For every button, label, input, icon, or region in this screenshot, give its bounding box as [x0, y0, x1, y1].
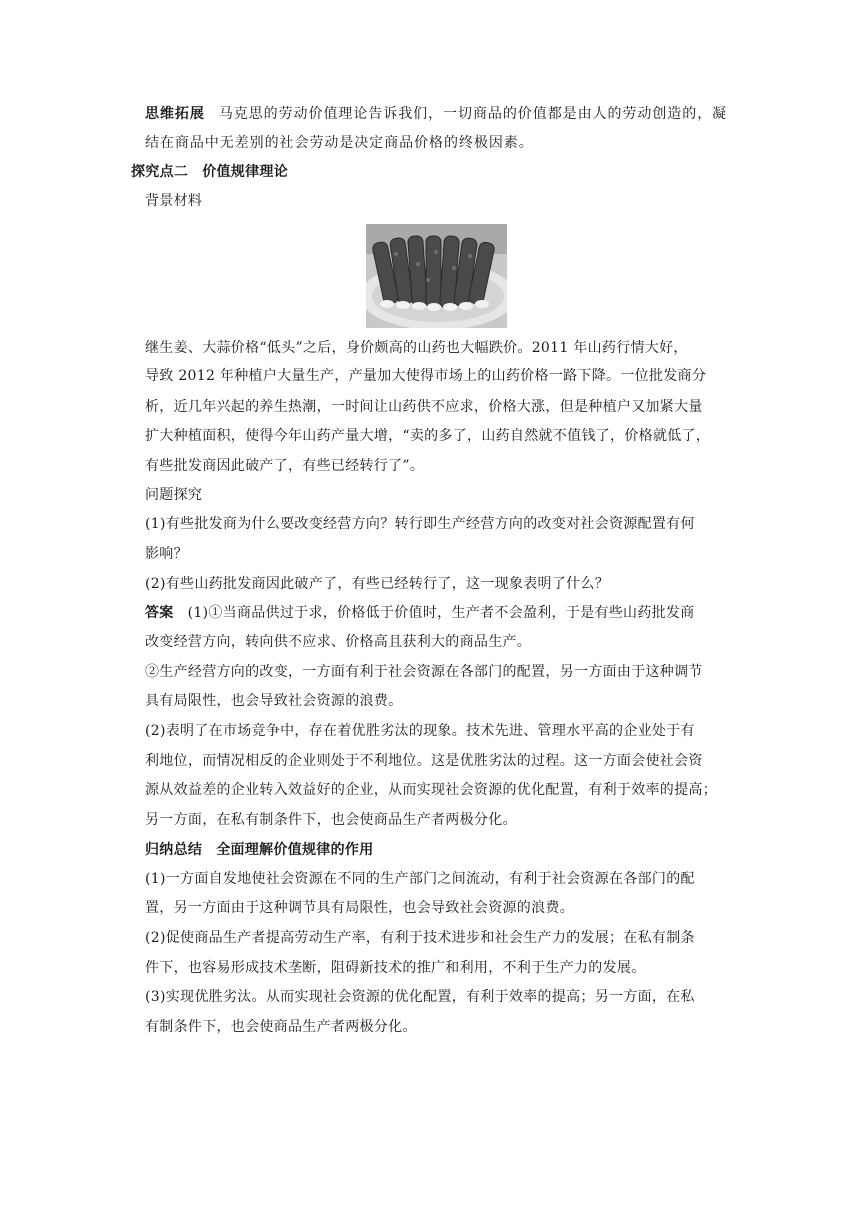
answer-line-1	[145, 603, 735, 623]
background-text-line-5: 有些批发商因此破产了，有些已经转行了”。	[145, 458, 425, 474]
question-label: 问题探究	[145, 487, 203, 503]
answer-label: 答案	[145, 605, 174, 621]
siwei-label: 思维拓展	[145, 106, 205, 122]
summary-line-1: (1)一方面自发地使社会资源在不同的生产部门之间流动，有利于社会资源在各部门的配	[145, 871, 695, 887]
answer-text-1: (1)①当商品供过于求，价格低于价值时，生产者不会盈利，于是有些山药批发商	[187, 605, 695, 621]
answer-line-4: 具有局限性，也会导致社会资源的浪费。	[145, 693, 403, 709]
summary-line-6: 有制条件下，也会使商品生产者两极分化。	[145, 1019, 417, 1035]
background-text-line-4: 扩大种植面积，使得今年山药产量大增，“卖的多了，山药自然就不值钱了，价格就低了，	[145, 428, 711, 444]
summary-line-3: (2)促使商品生产者提高劳动生产率，有利于技术进步和社会生产力的发展；在私有制条	[145, 930, 695, 946]
summary-label: 归纳总结	[145, 842, 203, 858]
question-line-1: (1)有些批发商为什么要改变经营方向？转行即生产经营方向的改变对社会资源配置有何	[145, 516, 695, 532]
answer-line-8: 另一方面，在私有制条件下，也会使商品生产者两极分化。	[145, 812, 517, 828]
background-text-line-1: 继生姜、大蒜价格“低头”之后，身价颇高的山药也大幅跌价。2011 年山药行情大好，	[145, 340, 688, 356]
summary-line-5: (3)实现优胜劣汰。从而实现社会资源的优化配置，有利于效率的提高；另一方面，在私	[145, 989, 695, 1005]
answer-line-6: 利地位，而情况相反的企业则处于不利地位。这是优胜劣汰的过程。这一方面会使社会资	[145, 753, 703, 769]
question-line-3: (2)有些山药批发商因此破产了，有些已经转行了，这一现象表明了什么？	[145, 576, 610, 592]
siwei-text-1: 马克思的劳动价值理论告诉我们，一切商品的价值都是由人的劳动创造的，凝	[218, 106, 728, 122]
background-text-line-2: 导致 2012 年种植户大量生产，产量加大使得市场上的山药价格一路下降。一位批发商分	[145, 368, 707, 384]
yam-photo	[366, 224, 507, 328]
section-heading	[131, 162, 721, 182]
answer-line-3: ②生产经营方向的改变，一方面有利于社会资源在各部门的配置，另一方面由于这种调节	[145, 664, 703, 680]
answer-line-2: 改变经营方向，转向供不应求、价格高且获利大的商品生产。	[145, 634, 532, 650]
background-label: 背景材料	[145, 193, 203, 209]
siwei-paragraph-line-2: 结在商品中无差别的社会劳动是决定商品价格的终极因素。	[145, 135, 534, 151]
answer-line-5: (2)表明了在市场竞争中，存在着优胜劣汰的现象。技术先进、管理水平高的企业处于有	[145, 723, 695, 739]
siwei-paragraph-line-1	[145, 104, 735, 124]
background-text-line-3: 析，近几年兴起的养生热潮，一时间让山药供不应求，价格大涨，但是种植户又加紧大量	[145, 399, 703, 415]
answer-line-7: 源从效益差的企业转入效益好的企业，从而实现社会资源的优化配置，有利于效率的提高；	[145, 782, 717, 798]
section-number: 探究点二	[131, 164, 189, 180]
summary-heading	[145, 840, 735, 860]
question-line-2: 影响？	[145, 546, 188, 562]
summary-title: 全面理解价值规律的作用	[216, 842, 374, 858]
summary-line-2: 置，另一方面由于这种调节具有局限性，也会导致社会资源的浪费。	[145, 900, 574, 916]
summary-line-4: 件下，也容易形成技术垄断，阻碍新技术的推广和利用，不利于生产力的发展。	[145, 960, 646, 976]
section-title: 价值规律理论	[202, 164, 289, 180]
